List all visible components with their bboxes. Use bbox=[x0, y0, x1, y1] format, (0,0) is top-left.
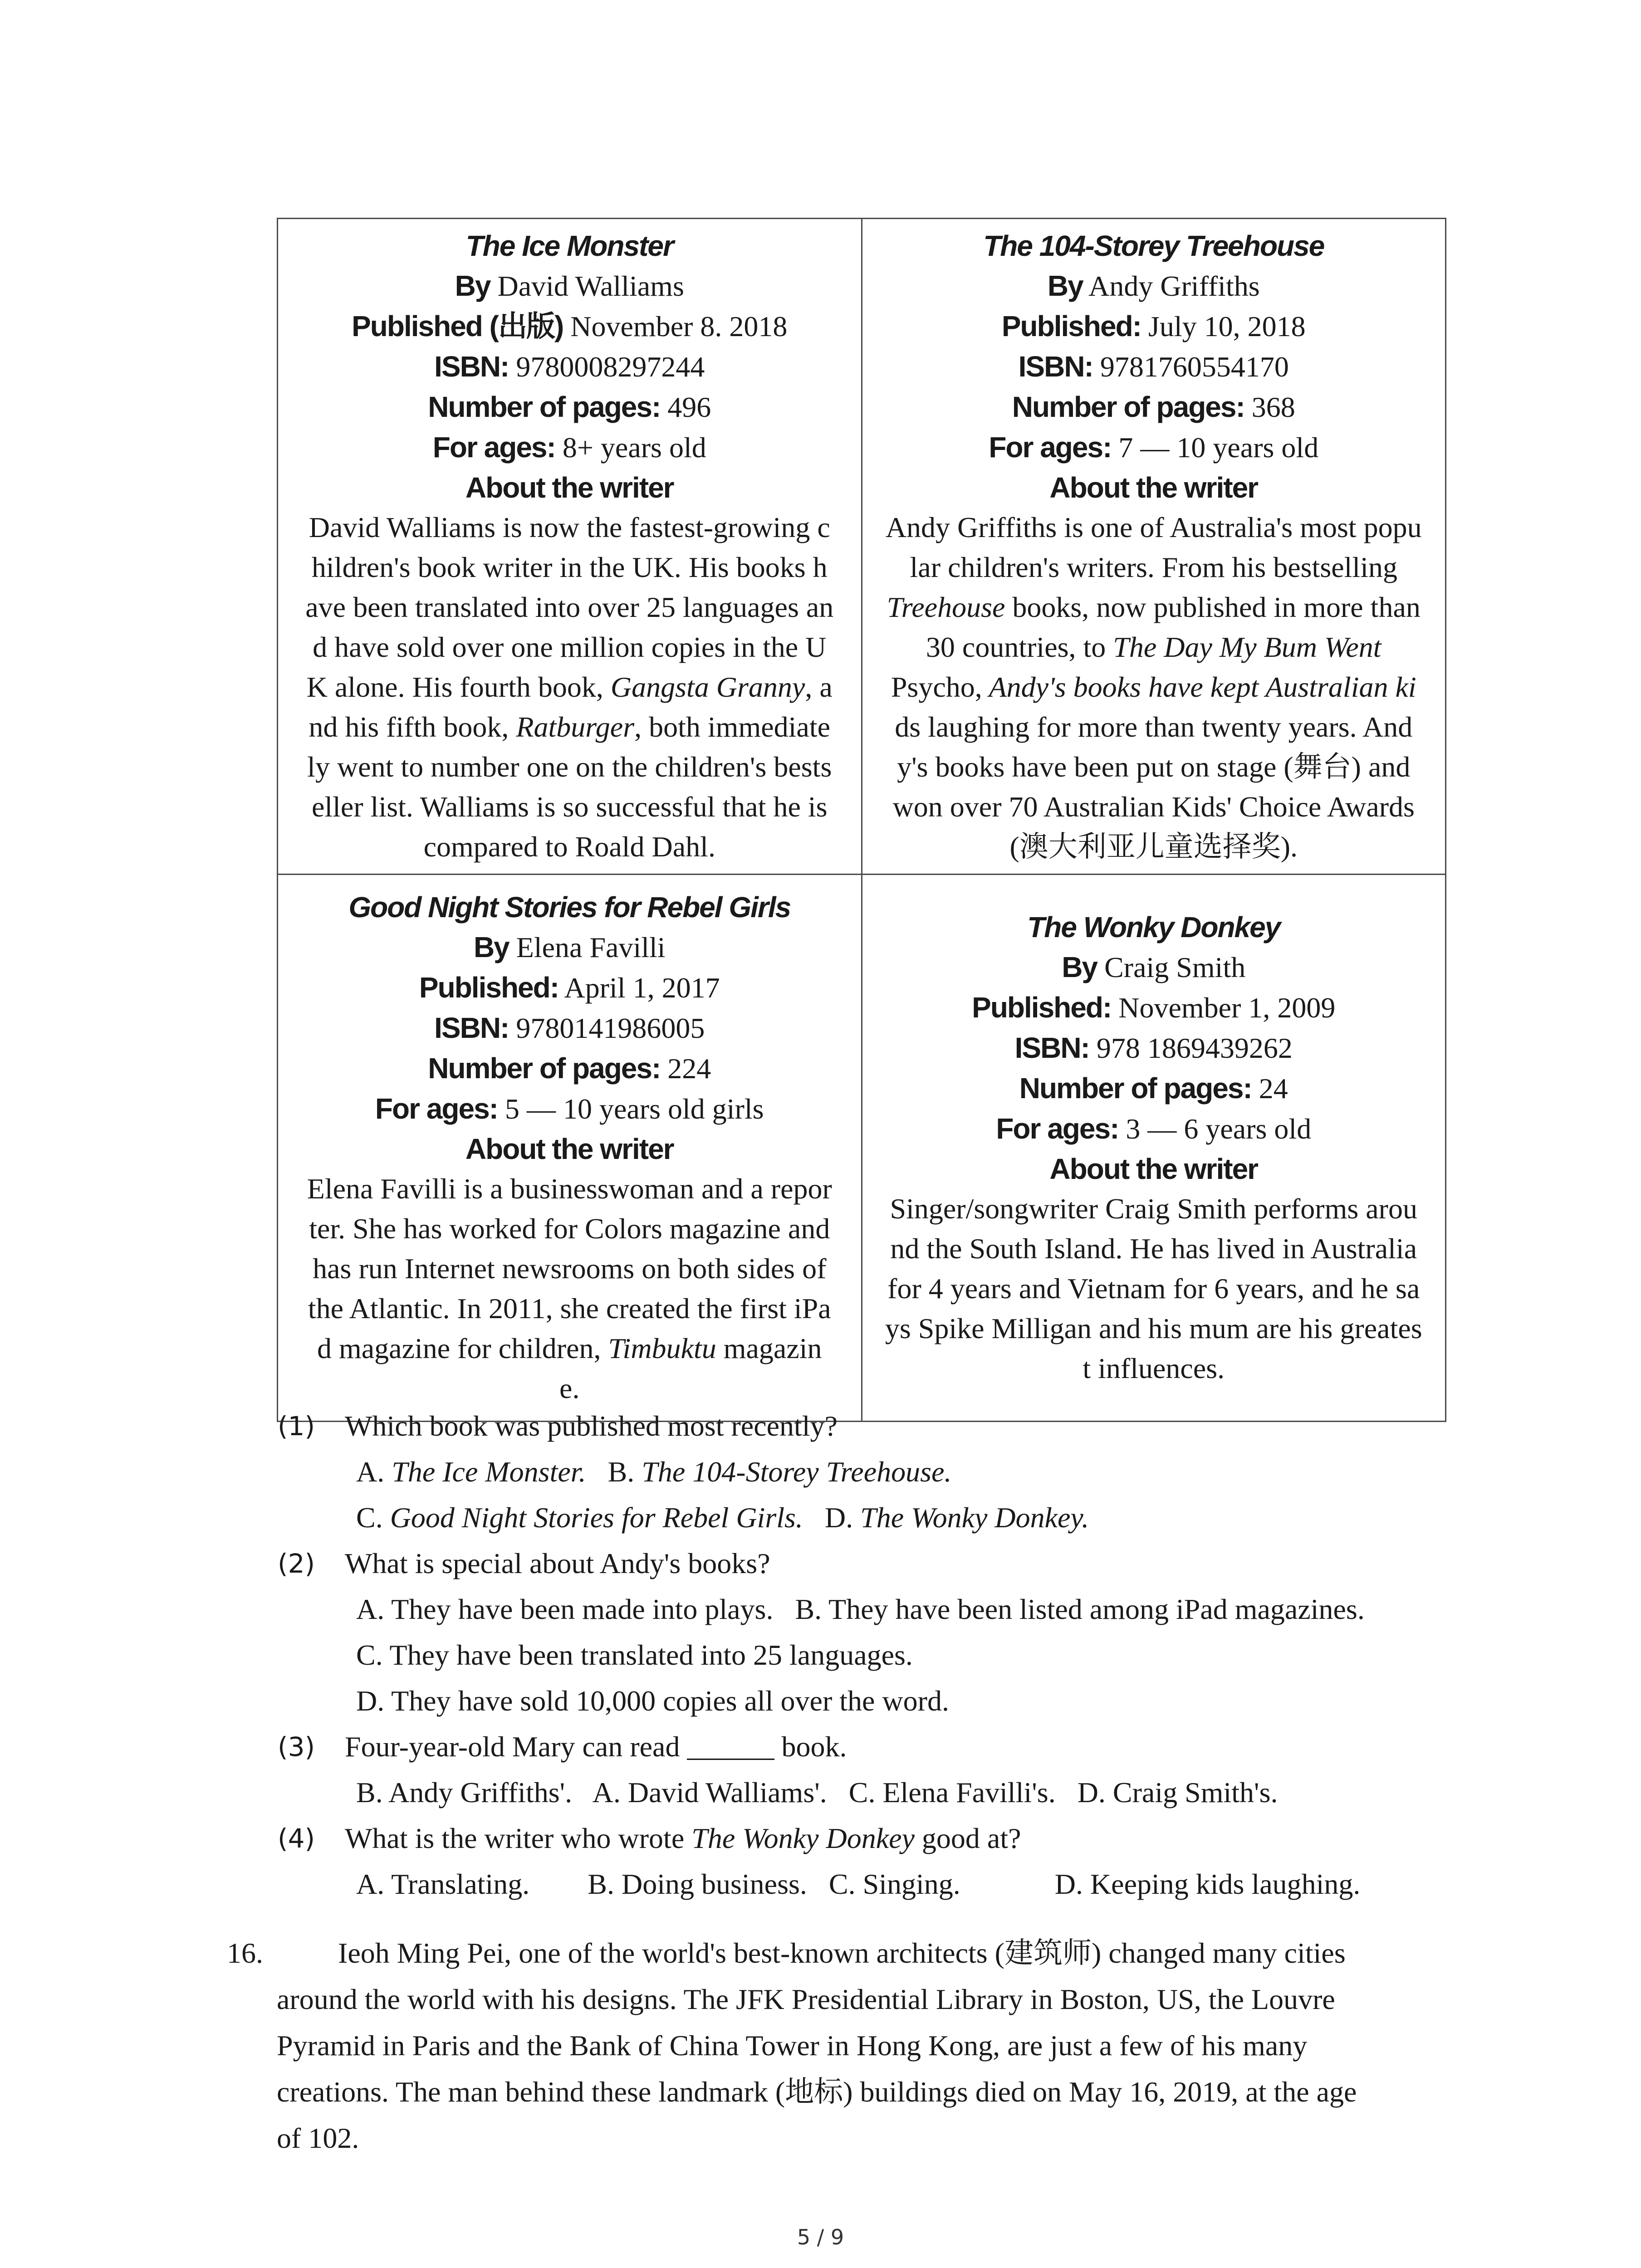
passage-number: 16. bbox=[227, 1937, 263, 1969]
book-isbn-label: ISBN: bbox=[1014, 1031, 1089, 1064]
about-writer-line: e. bbox=[559, 1372, 580, 1404]
passage-line: Ieoh Ming Pei, one of the world's best-known architects (建筑师) changed many cities bbox=[338, 1937, 1346, 1969]
book-ages bbox=[287, 427, 852, 468]
book-published-label: Published: bbox=[972, 991, 1112, 1024]
book-pages bbox=[872, 1068, 1436, 1109]
book-pages-label: Number of pages: bbox=[1012, 391, 1244, 423]
book-cell bbox=[278, 875, 862, 1422]
about-writer-line: eller list. Walliams is so successful that he is bbox=[311, 791, 828, 823]
book-title: The Ice Monster bbox=[465, 230, 673, 262]
book-cell bbox=[278, 219, 862, 875]
about-writer-line: Elena Favilli is a businesswoman and a repor bbox=[307, 1173, 832, 1205]
about-writer-line: nd the South Island. He has lived in Australia bbox=[890, 1232, 1417, 1265]
book-author-label: By bbox=[455, 269, 490, 302]
book-pages-label: Number of pages: bbox=[428, 1052, 661, 1085]
book-ages-label: For ages: bbox=[375, 1092, 498, 1125]
book-author-value: David Walliams bbox=[490, 270, 684, 302]
about-writer-line: lar children's writers. From his bestselling bbox=[910, 551, 1397, 583]
book-ages-label: For ages: bbox=[989, 431, 1112, 464]
book-title: The Wonky Donkey bbox=[1027, 911, 1280, 943]
question-text: Which book was published most recently? bbox=[345, 1410, 838, 1442]
book-ages-value: 3 — 6 years old bbox=[1118, 1113, 1312, 1145]
book-isbn bbox=[287, 347, 852, 387]
book-published bbox=[872, 987, 1436, 1028]
question-number: (1) bbox=[278, 1411, 315, 1442]
about-writer-line: (澳大利亚儿童选择奖). bbox=[1009, 831, 1298, 863]
question-text: What is special about Andy's books? bbox=[345, 1547, 770, 1579]
book-ages-value: 8+ years old bbox=[555, 431, 706, 464]
about-writer-line: the Atlantic. In 2011, she created the first iPa bbox=[308, 1292, 831, 1325]
about-writer-line: Treehouse books, now published in more than bbox=[887, 591, 1421, 623]
about-writer-heading: About the writer bbox=[465, 1133, 674, 1165]
book-cell bbox=[862, 875, 1446, 1422]
question-options: A. The Ice Monster. B. The 104-Storey Treehouse. bbox=[356, 1456, 952, 1488]
book-author-label: By bbox=[1047, 269, 1083, 302]
book-ages-label: For ages: bbox=[432, 431, 555, 464]
about-writer-line: Andy Griffiths is one of Australia's most popu bbox=[885, 511, 1422, 543]
book-isbn-value: 9781760554170 bbox=[1092, 351, 1289, 383]
book-published bbox=[872, 306, 1436, 347]
passage-line: of 102. bbox=[277, 2122, 359, 2154]
about-writer-line: won over 70 Australian Kids' Choice Awards bbox=[892, 791, 1415, 823]
book-pages-value: 368 bbox=[1244, 391, 1295, 423]
book-isbn bbox=[872, 347, 1436, 387]
about-writer-line: Singer/songwriter Craig Smith performs arou bbox=[890, 1193, 1417, 1225]
about-writer-line: ds laughing for more than twenty years. And bbox=[895, 711, 1413, 743]
book-pages-value: 496 bbox=[660, 391, 711, 423]
about-writer-line: nd his fifth book, Ratburger, both immediate bbox=[309, 711, 830, 743]
book-author bbox=[872, 947, 1436, 987]
book-isbn-value: 9780141986005 bbox=[509, 1012, 705, 1044]
book-ages-value: 5 — 10 years old girls bbox=[497, 1093, 764, 1125]
book-isbn-value: 9780008297244 bbox=[509, 351, 705, 383]
about-writer-line: ly went to number one on the children's bests bbox=[307, 751, 832, 783]
book-author bbox=[872, 266, 1436, 306]
book-table bbox=[277, 218, 1446, 1422]
question-number: (2) bbox=[278, 1548, 315, 1579]
question-number: (3) bbox=[278, 1731, 315, 1762]
question-text: Four-year-old Mary can read ______ book. bbox=[345, 1730, 847, 1763]
about-writer-line: d magazine for children, Timbuktu magazin bbox=[317, 1332, 822, 1364]
book-author bbox=[287, 927, 852, 968]
question-number: (4) bbox=[278, 1823, 315, 1854]
book-author-value: Elena Favilli bbox=[509, 931, 666, 963]
book-isbn-label: ISBN: bbox=[434, 350, 509, 383]
book-published-label: Published: bbox=[1001, 310, 1141, 342]
passage-line: around the world with his designs. The JFK Presidential Library in Boston, US, the Louvre bbox=[277, 1983, 1335, 2015]
book-published bbox=[287, 306, 852, 347]
about-writer-heading: About the writer bbox=[1049, 1153, 1258, 1185]
passage-line: creations. The man behind these landmark (地标) buildings died on May 16, 2019, at the age bbox=[277, 2076, 1357, 2108]
book-author-label: By bbox=[473, 931, 509, 963]
question-options: A. Translating. B. Doing business. C. Singing. D. Keeping kids laughing. bbox=[356, 1868, 1361, 1900]
question-options: C. Good Night Stories for Rebel Girls. D. The Wonky Donkey. bbox=[356, 1501, 1089, 1534]
book-title: The 104-Storey Treehouse bbox=[983, 230, 1324, 262]
book-pages-label: Number of pages: bbox=[1019, 1072, 1252, 1105]
about-writer-line: David Walliams is now the fastest-growing c bbox=[309, 511, 830, 543]
book-isbn bbox=[287, 1008, 852, 1048]
book-pages bbox=[872, 387, 1436, 427]
book-published-value: November 1, 2009 bbox=[1111, 992, 1336, 1024]
book-pages-label: Number of pages: bbox=[428, 391, 661, 423]
book-published-value: July 10, 2018 bbox=[1141, 310, 1306, 342]
about-writer-heading: About the writer bbox=[465, 471, 674, 504]
book-published bbox=[287, 968, 852, 1008]
book-author-label: By bbox=[1062, 951, 1097, 983]
book-isbn bbox=[872, 1028, 1436, 1068]
book-ages-value: 7 — 10 years old bbox=[1111, 431, 1319, 464]
book-published-label: Published: bbox=[419, 971, 559, 1004]
page-number: 5 / 9 bbox=[797, 2225, 844, 2249]
about-writer-line: ave been translated into over 25 languages an bbox=[305, 591, 834, 623]
about-writer-line: compared to Roald Dahl. bbox=[423, 831, 715, 863]
book-ages bbox=[287, 1089, 852, 1129]
question-text: What is the writer who wrote The Wonky Donkey good at? bbox=[345, 1822, 1021, 1854]
about-writer-line: ter. She has worked for Colors magazine and bbox=[309, 1212, 830, 1245]
book-published-value: November 8. 2018 bbox=[563, 310, 788, 342]
about-writer-line: t influences. bbox=[1083, 1352, 1225, 1384]
book-isbn-label: ISBN: bbox=[1018, 350, 1093, 383]
book-author-value: Andy Griffiths bbox=[1083, 270, 1260, 302]
about-writer-line: Psycho, Andy's books have kept Australian ki bbox=[891, 671, 1416, 703]
about-writer-heading: About the writer bbox=[1049, 471, 1258, 504]
passage-line: Pyramid in Paris and the Bank of China Tower in Hong Kong, are just a few of his many bbox=[277, 2029, 1308, 2062]
book-ages-label: For ages: bbox=[996, 1112, 1119, 1145]
about-writer-line: has run Internet newsrooms on both sides of bbox=[313, 1252, 827, 1285]
book-author bbox=[287, 266, 852, 306]
book-title: Good Night Stories for Rebel Girls bbox=[348, 891, 791, 924]
book-pages-value: 224 bbox=[660, 1052, 711, 1085]
about-writer-line: ys Spike Milligan and his mum are his greates bbox=[885, 1312, 1422, 1344]
about-writer-line: 30 countries, to The Day My Bum Went bbox=[926, 631, 1381, 663]
about-writer-line: d have sold over one million copies in the U bbox=[313, 631, 827, 663]
book-published-label: Published (出版) bbox=[352, 310, 563, 342]
book-cell bbox=[862, 219, 1446, 875]
question-options: A. They have been made into plays. B. They have been listed among iPad magazines. bbox=[356, 1593, 1365, 1625]
about-writer-line: for 4 years and Vietnam for 6 years, and he sa bbox=[887, 1272, 1420, 1305]
about-writer-line: hildren's book writer in the UK. His books h bbox=[311, 551, 828, 583]
question-options: C. They have been translated into 25 languages. bbox=[356, 1639, 913, 1671]
book-pages bbox=[287, 1048, 852, 1089]
book-isbn-label: ISBN: bbox=[434, 1012, 509, 1044]
book-isbn-value: 978 1869439262 bbox=[1089, 1032, 1293, 1064]
book-published-value: April 1, 2017 bbox=[558, 972, 720, 1004]
about-writer-line: y's books have been put on stage (舞台) and bbox=[897, 751, 1411, 783]
book-pages bbox=[287, 387, 852, 427]
book-pages-value: 24 bbox=[1251, 1072, 1288, 1105]
question-options: D. They have sold 10,000 copies all over the word. bbox=[356, 1685, 949, 1717]
question-options: B. Andy Griffiths'. A. David Walliams'. C. Elena Favilli's. D. Craig Smith's. bbox=[356, 1776, 1278, 1809]
book-ages bbox=[872, 427, 1436, 468]
book-author-value: Craig Smith bbox=[1097, 951, 1246, 983]
book-ages bbox=[872, 1109, 1436, 1149]
about-writer-line: K alone. His fourth book, Gangsta Granny, a bbox=[306, 671, 833, 703]
